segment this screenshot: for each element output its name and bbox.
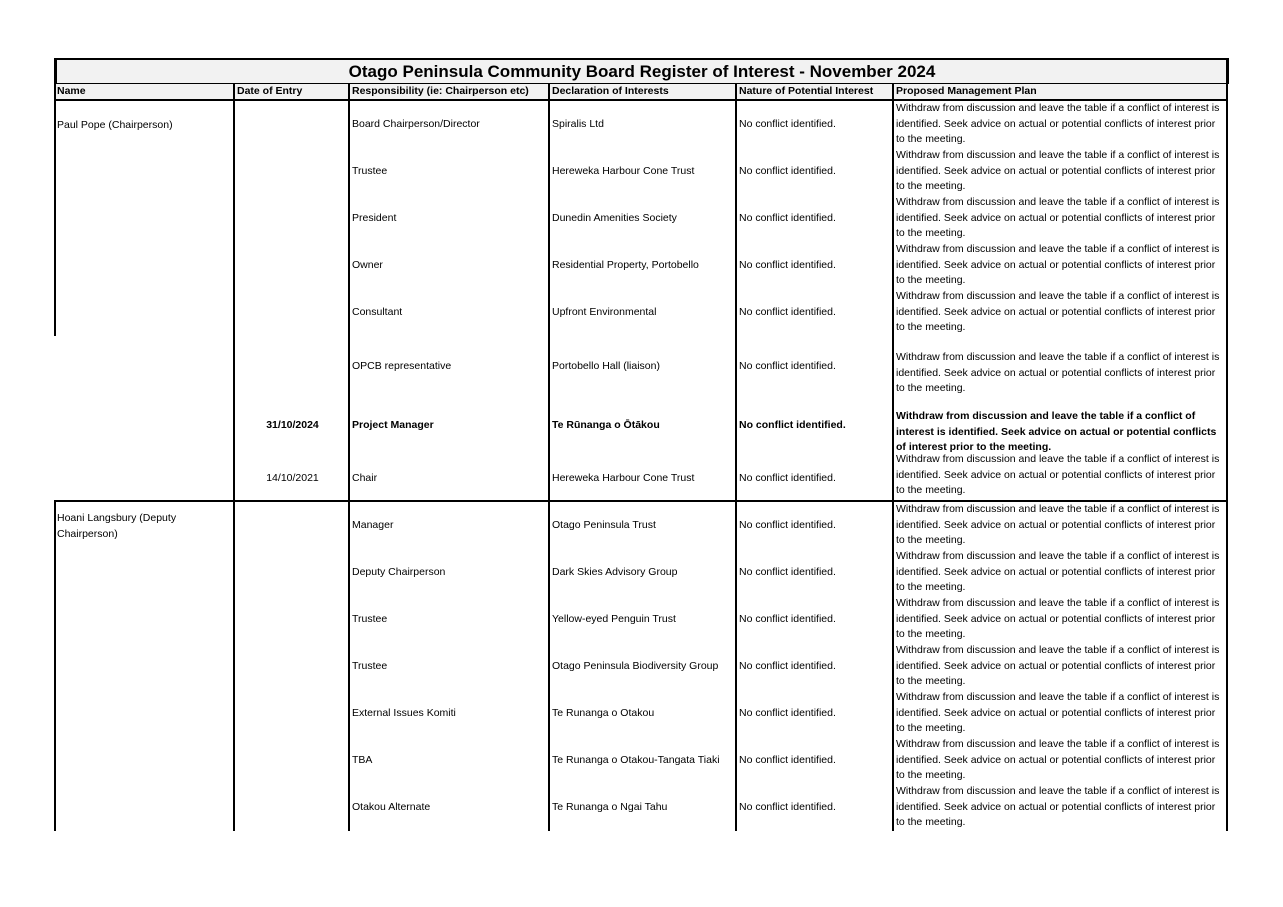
grid-line [233, 84, 235, 831]
nature-cell: No conflict identified. [739, 660, 836, 672]
management-plan-cell: Withdraw from discussion and leave the table if a conflict of interest is identified. Seek advice on actual or potential conflicts of interest prior to the meeting. [896, 243, 1220, 287]
declaration-cell: Spiralis Ltd [552, 118, 604, 130]
header-name: Name [55, 84, 235, 101]
declaration-cell: Residential Property, Portobello [552, 259, 699, 271]
grid-line [735, 84, 737, 831]
management-plan-cell: Withdraw from discussion and leave the table if a conflict of interest is identified. Seek advice on actual or potential conflicts of interest prior to the meeting. [896, 597, 1220, 641]
header-responsibility: Responsibility (ie: Chairperson etc) [350, 84, 550, 101]
management-plan-cell: Withdraw from discussion and leave the table if a conflict of interest is identified. Seek advice on actual or potential conflicts of interest prior to the meeting. [896, 351, 1220, 395]
declaration-cell: Dunedin Amenities Society [552, 212, 677, 224]
responsibility-cell: Board Chairperson/Director [352, 118, 480, 130]
responsibility-cell: President [352, 212, 397, 224]
member-name: Paul Pope (Chairperson) [57, 119, 173, 131]
grid-line [348, 84, 350, 831]
declaration-cell: Hereweka Harbour Cone Trust [552, 165, 695, 177]
responsibility-cell: Chair [352, 472, 378, 484]
management-plan-cell: Withdraw from discussion and leave the table if a conflict of interest is identified. Seek advice on actual or potential conflicts of interest prior to the meeting. [896, 738, 1220, 782]
nature-cell: No conflict identified. [739, 419, 846, 431]
declaration-cell: Te Runanga o Otakou-Tangata Tiaki [552, 754, 720, 766]
declaration-cell: Dark Skies Advisory Group [552, 566, 678, 578]
management-plan-cell: Withdraw from discussion and leave the table if a conflict of interest is identified. Seek advice on actual or potential conflicts of interest prior to the meeting. [896, 102, 1220, 146]
management-plan-cell: Withdraw from discussion and leave the table if a conflict of interest is identified. Seek advice on actual or potential conflicts of interest prior to the meeting. [896, 550, 1220, 594]
nature-cell: No conflict identified. [739, 707, 836, 719]
responsibility-cell: External Issues Komiti [352, 707, 456, 719]
date-of-entry-cell: 31/10/2024 [266, 419, 319, 431]
nature-cell: No conflict identified. [739, 259, 836, 271]
declaration-cell: Upfront Environmental [552, 306, 657, 318]
declaration-cell: Portobello Hall (liaison) [552, 360, 660, 372]
register-title: Otago Peninsula Community Board Register of Interest - November 2024 [55, 58, 1229, 84]
grid-line [54, 58, 56, 336]
responsibility-cell: Manager [352, 519, 394, 531]
management-plan-cell: Withdraw from discussion and leave the table if a conflict of interest is identified. Seek advice on actual or potential conflicts of interest prior to the meeting. [896, 196, 1220, 240]
declaration-cell: Te Runanga o Ngai Tahu [552, 801, 668, 813]
header-declaration: Declaration of Interests [550, 84, 737, 101]
management-plan-cell: Withdraw from discussion and leave the table if a conflict of interest is identified. Seek advice on actual or potential conflicts of interest prior to the meeting. [896, 503, 1220, 547]
management-plan-cell: Withdraw from discussion and leave the table if a conflict of interest is identified. Seek advice on actual or potential conflicts of interest prior to the meeting. [896, 410, 1217, 454]
header-date-of-entry: Date of Entry [235, 84, 350, 101]
nature-cell: No conflict identified. [739, 306, 836, 318]
nature-cell: No conflict identified. [739, 566, 836, 578]
grid-line [54, 501, 56, 831]
management-plan-cell: Withdraw from discussion and leave the table if a conflict of interest is identified. Seek advice on actual or potential conflicts of interest prior to the meeting. [896, 644, 1220, 688]
declaration-cell: Otago Peninsula Trust [552, 519, 656, 531]
nature-cell: No conflict identified. [739, 165, 836, 177]
management-plan-cell: Withdraw from discussion and leave the table if a conflict of interest is identified. Seek advice on actual or potential conflicts of interest prior to the meeting. [896, 290, 1220, 334]
nature-cell: No conflict identified. [739, 801, 836, 813]
declaration-cell: Hereweka Harbour Cone Trust [552, 472, 695, 484]
nature-cell: No conflict identified. [739, 613, 836, 625]
responsibility-cell: Deputy Chairperson [352, 566, 446, 578]
responsibility-cell: Trustee [352, 165, 388, 177]
responsibility-cell: TBA [352, 754, 373, 766]
declaration-cell: Yellow-eyed Penguin Trust [552, 613, 676, 625]
management-plan-cell: Withdraw from discussion and leave the table if a conflict of interest is identified. Seek advice on actual or potential conflicts of interest prior to the meeting. [896, 785, 1220, 829]
member-name: Hoani Langsbury (Deputy Chairperson) [57, 512, 177, 540]
grid-line [548, 84, 550, 831]
date-of-entry-cell: 14/10/2021 [266, 472, 319, 484]
nature-cell: No conflict identified. [739, 519, 836, 531]
responsibility-cell: Trustee [352, 660, 388, 672]
nature-cell: No conflict identified. [739, 118, 836, 130]
declaration-cell: Otago Peninsula Biodiversity Group [552, 660, 719, 672]
declaration-cell: Te Rūnanga o Ōtākou [552, 419, 660, 431]
grid-line [892, 84, 894, 831]
responsibility-cell: OPCB representative [352, 360, 452, 372]
nature-cell: No conflict identified. [739, 472, 836, 484]
header-nature: Nature of Potential Interest [737, 84, 894, 101]
management-plan-cell: Withdraw from discussion and leave the table if a conflict of interest is identified. Seek advice on actual or potential conflicts of interest prior to the meeting. [896, 149, 1220, 193]
grid-line [1226, 58, 1228, 831]
management-plan-cell: Withdraw from discussion and leave the table if a conflict of interest is identified. Seek advice on actual or potential conflicts of interest prior to the meeting. [896, 691, 1220, 735]
responsibility-cell: Consultant [352, 306, 403, 318]
responsibility-cell: Project Manager [352, 419, 434, 431]
responsibility-cell: Owner [352, 259, 383, 271]
declaration-cell: Te Runanga o Otakou [552, 707, 655, 719]
nature-cell: No conflict identified. [739, 754, 836, 766]
responsibility-cell: Otakou Alternate [352, 801, 431, 813]
nature-cell: No conflict identified. [739, 360, 836, 372]
nature-cell: No conflict identified. [739, 212, 836, 224]
header-plan: Proposed Management Plan [894, 84, 1228, 101]
responsibility-cell: Trustee [352, 613, 388, 625]
management-plan-cell: Withdraw from discussion and leave the table if a conflict of interest is identified. Seek advice on actual or potential conflicts of interest prior to the meeting. [896, 453, 1220, 497]
